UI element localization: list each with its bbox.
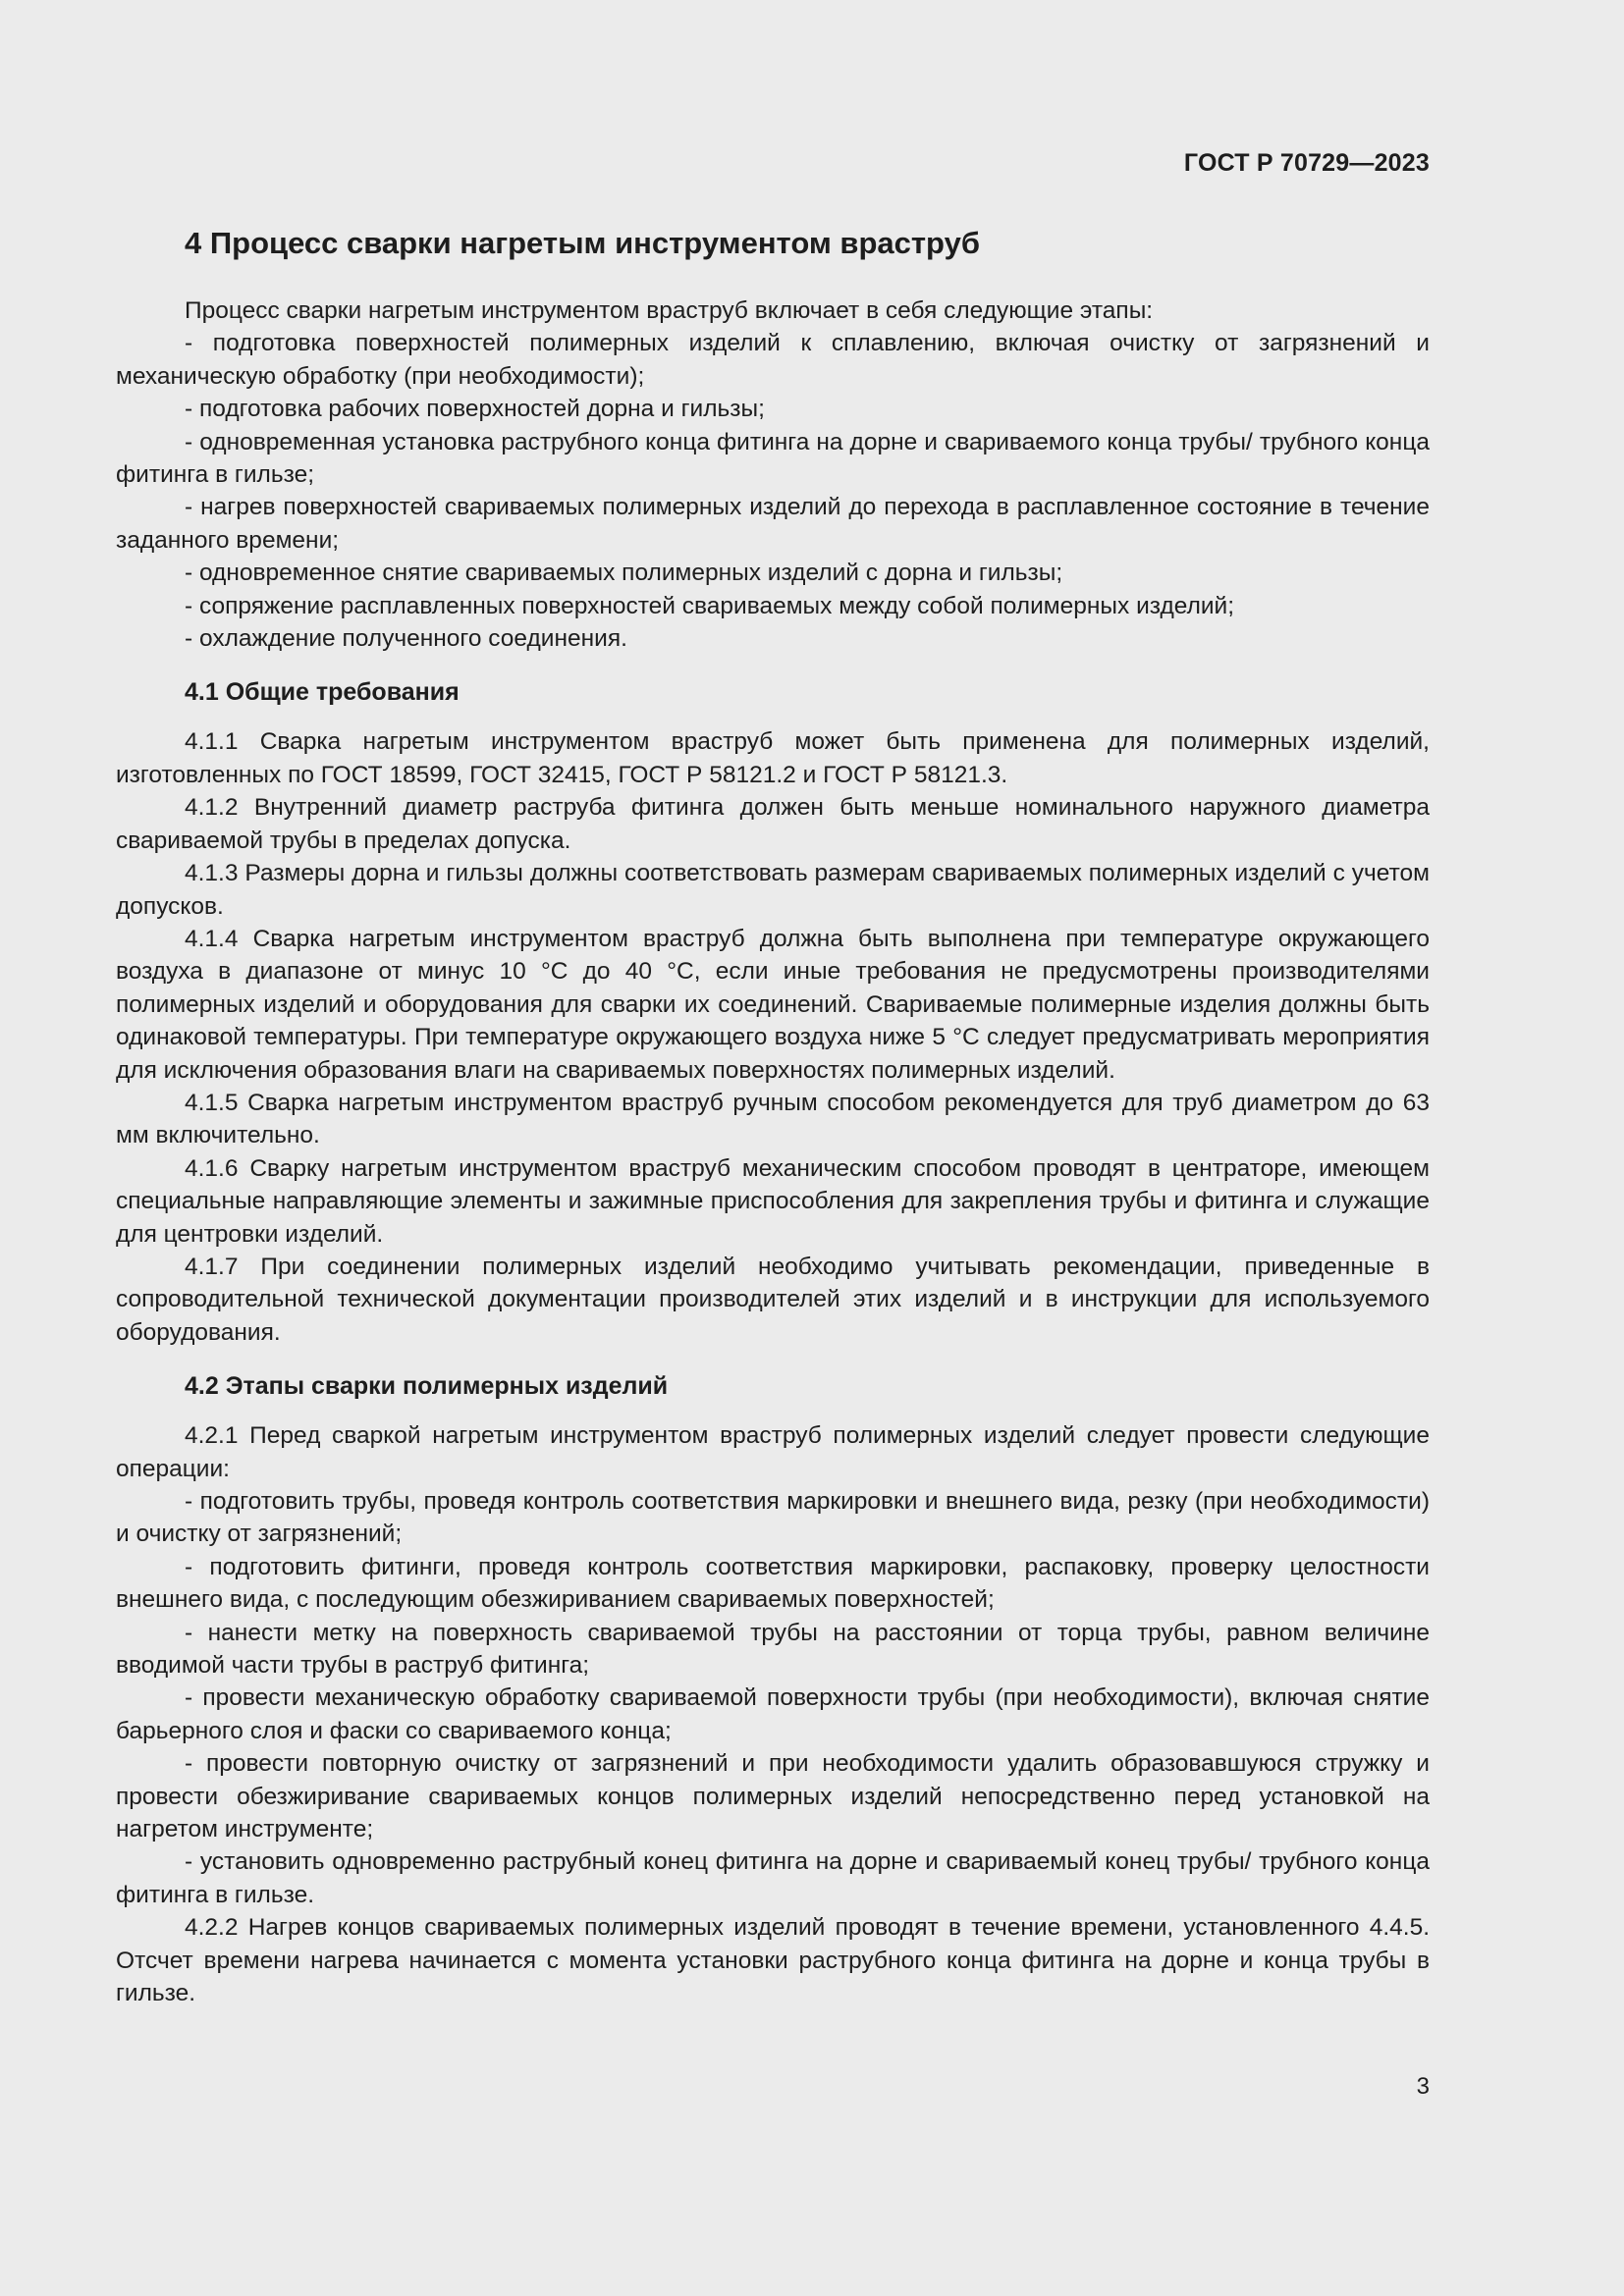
list-item: - нагрев поверхностей свариваемых полимерных изделий до перехода в расплавленное состояние в течение заданного времени; bbox=[116, 494, 1430, 554]
clause-4-1-7: 4.1.7 При соединении полимерных изделий необходимо учитывать рекомендации, приведенные в сопроводительной технической документации производителей этих изделий и в инструкции для используемого оборудования. bbox=[116, 1253, 1430, 1346]
list-item: - подготовка рабочих поверхностей дорна и гильзы; bbox=[185, 396, 765, 423]
subsection-title: 4.1 Общие требования bbox=[185, 678, 460, 707]
clause-4-1-3: 4.1.3 Размеры дорна и гильзы должны соответствовать размерам свариваемых полимерных изделий с учетом допусков. bbox=[116, 860, 1430, 920]
section-title: 4 Процесс сварки нагретым инструментом враструб bbox=[185, 226, 980, 260]
clause-4-1-1: 4.1.1 Сварка нагретым инструментом враструб может быть применена для полимерных изделий, изготовленных по ГОСТ 18599, ГОСТ 32415, ГОСТ Р 58121.2 и ГОСТ Р 58121.3. bbox=[116, 728, 1430, 788]
section-4 bbox=[116, 222, 1430, 655]
list-item: - подготовка поверхностей полимерных изделий к сплавлению, включая очистку от загрязнений и механическую обработку (при необходимости); bbox=[116, 330, 1430, 390]
clause-4-2-2: 4.2.2 Нагрев концов свариваемых полимерных изделий проводят в течение времени, установленного 4.4.5. Отсчет времени нагрева начинается с момента установки раструбного конца фитинга на дорне и конца трубы в гильзе. bbox=[116, 1914, 1430, 2007]
list-item: - подготовить трубы, проведя контроль соответствия маркировки и внешнего вида, резку (при необходимости) и очистку от загрязнений; bbox=[116, 1488, 1430, 1548]
list-item: - сопряжение расплавленных поверхностей свариваемых между собой полимерных изделий; bbox=[185, 592, 1235, 619]
section-4-2 bbox=[116, 1368, 1430, 2009]
clause-4-1-4: 4.1.4 Сварка нагретым инструментом враструб должна быть выполнена при температуре окружающего воздуха в диапазоне от минус 10 °С до 40 °С, если иные требования не предусмотрены производителями полимерных изделий и оборудования для сварки их соединений. Свариваемые полимерные изделия должны быть одинаковой температуры. При температуре окружающего воздуха ниже 5 °С следует предусматривать мероприятия для исключения образования влаги на свариваемых поверхностях полимерных изделий. bbox=[116, 925, 1430, 1084]
list-item: - провести повторную очистку от загрязнений и при необходимости удалить образовавшуюся стружку и провести обезжиривание свариваемых концов полимерных изделий непосредственно перед установкой на нагретом инструменте; bbox=[116, 1750, 1430, 1843]
list-item: - одновременное снятие свариваемых полимерных изделий с дорна и гильзы; bbox=[185, 560, 1063, 587]
subsection-title: 4.2 Этапы сварки полимерных изделий bbox=[185, 1372, 669, 1401]
clause-4-1-5: 4.1.5 Сварка нагретым инструментом враструб ручным способом рекомендуется для труб диаметром до 63 мм включительно. bbox=[116, 1089, 1430, 1149]
document-header-code: ГОСТ Р 70729—2023 bbox=[1183, 149, 1430, 177]
list-item: - одновременная установка раструбного конца фитинга на дорне и свариваемого конца трубы/ трубного конца фитинга в гильзе; bbox=[116, 428, 1430, 489]
clause-4-1-2: 4.1.2 Внутренний диаметр раструба фитинга должен быть меньше номинального наружного диаметра свариваемой трубы в пределах допуска. bbox=[116, 794, 1430, 854]
list-item: - установить одновременно раструбный конец фитинга на дорне и свариваемый конец трубы/ трубного конца фитинга в гильзе. bbox=[116, 1848, 1430, 1908]
list-item: - подготовить фитинги, проведя контроль соответствия маркировки, распаковку, проверку целостности внешнего вида, с последующим обезжириванием свариваемых поверхностей; bbox=[116, 1553, 1430, 1614]
section-4-1 bbox=[116, 674, 1430, 1349]
clause-4-2-1: 4.2.1 Перед сваркой нагретым инструментом враструб полимерных изделий следует провести следующие операции: bbox=[116, 1422, 1430, 1482]
list-item: - провести механическую обработку свариваемой поверхности трубы (при необходимости), включая снятие барьерного слоя и фаски со свариваемого конца; bbox=[116, 1684, 1430, 1744]
list-item: - охлаждение полученного соединения. bbox=[185, 625, 627, 653]
document-body bbox=[116, 222, 1430, 2024]
clause-4-1-6: 4.1.6 Сварку нагретым инструментом враструб механическим способом проводят в центраторе, имеющем специальные направляющие элементы и зажимные приспособления для закрепления трубы и фитинга и служащие для центровки изделий. bbox=[116, 1154, 1430, 1248]
list-item: - нанести метку на поверхность свариваемой трубы на расстоянии от торца трубы, равном величине вводимой части трубы в раструб фитинга; bbox=[116, 1619, 1430, 1680]
page-number: 3 bbox=[1416, 2073, 1430, 2100]
paragraph: Процесс сварки нагретым инструментом враструб включает в себя следующие этапы: bbox=[185, 297, 1154, 324]
